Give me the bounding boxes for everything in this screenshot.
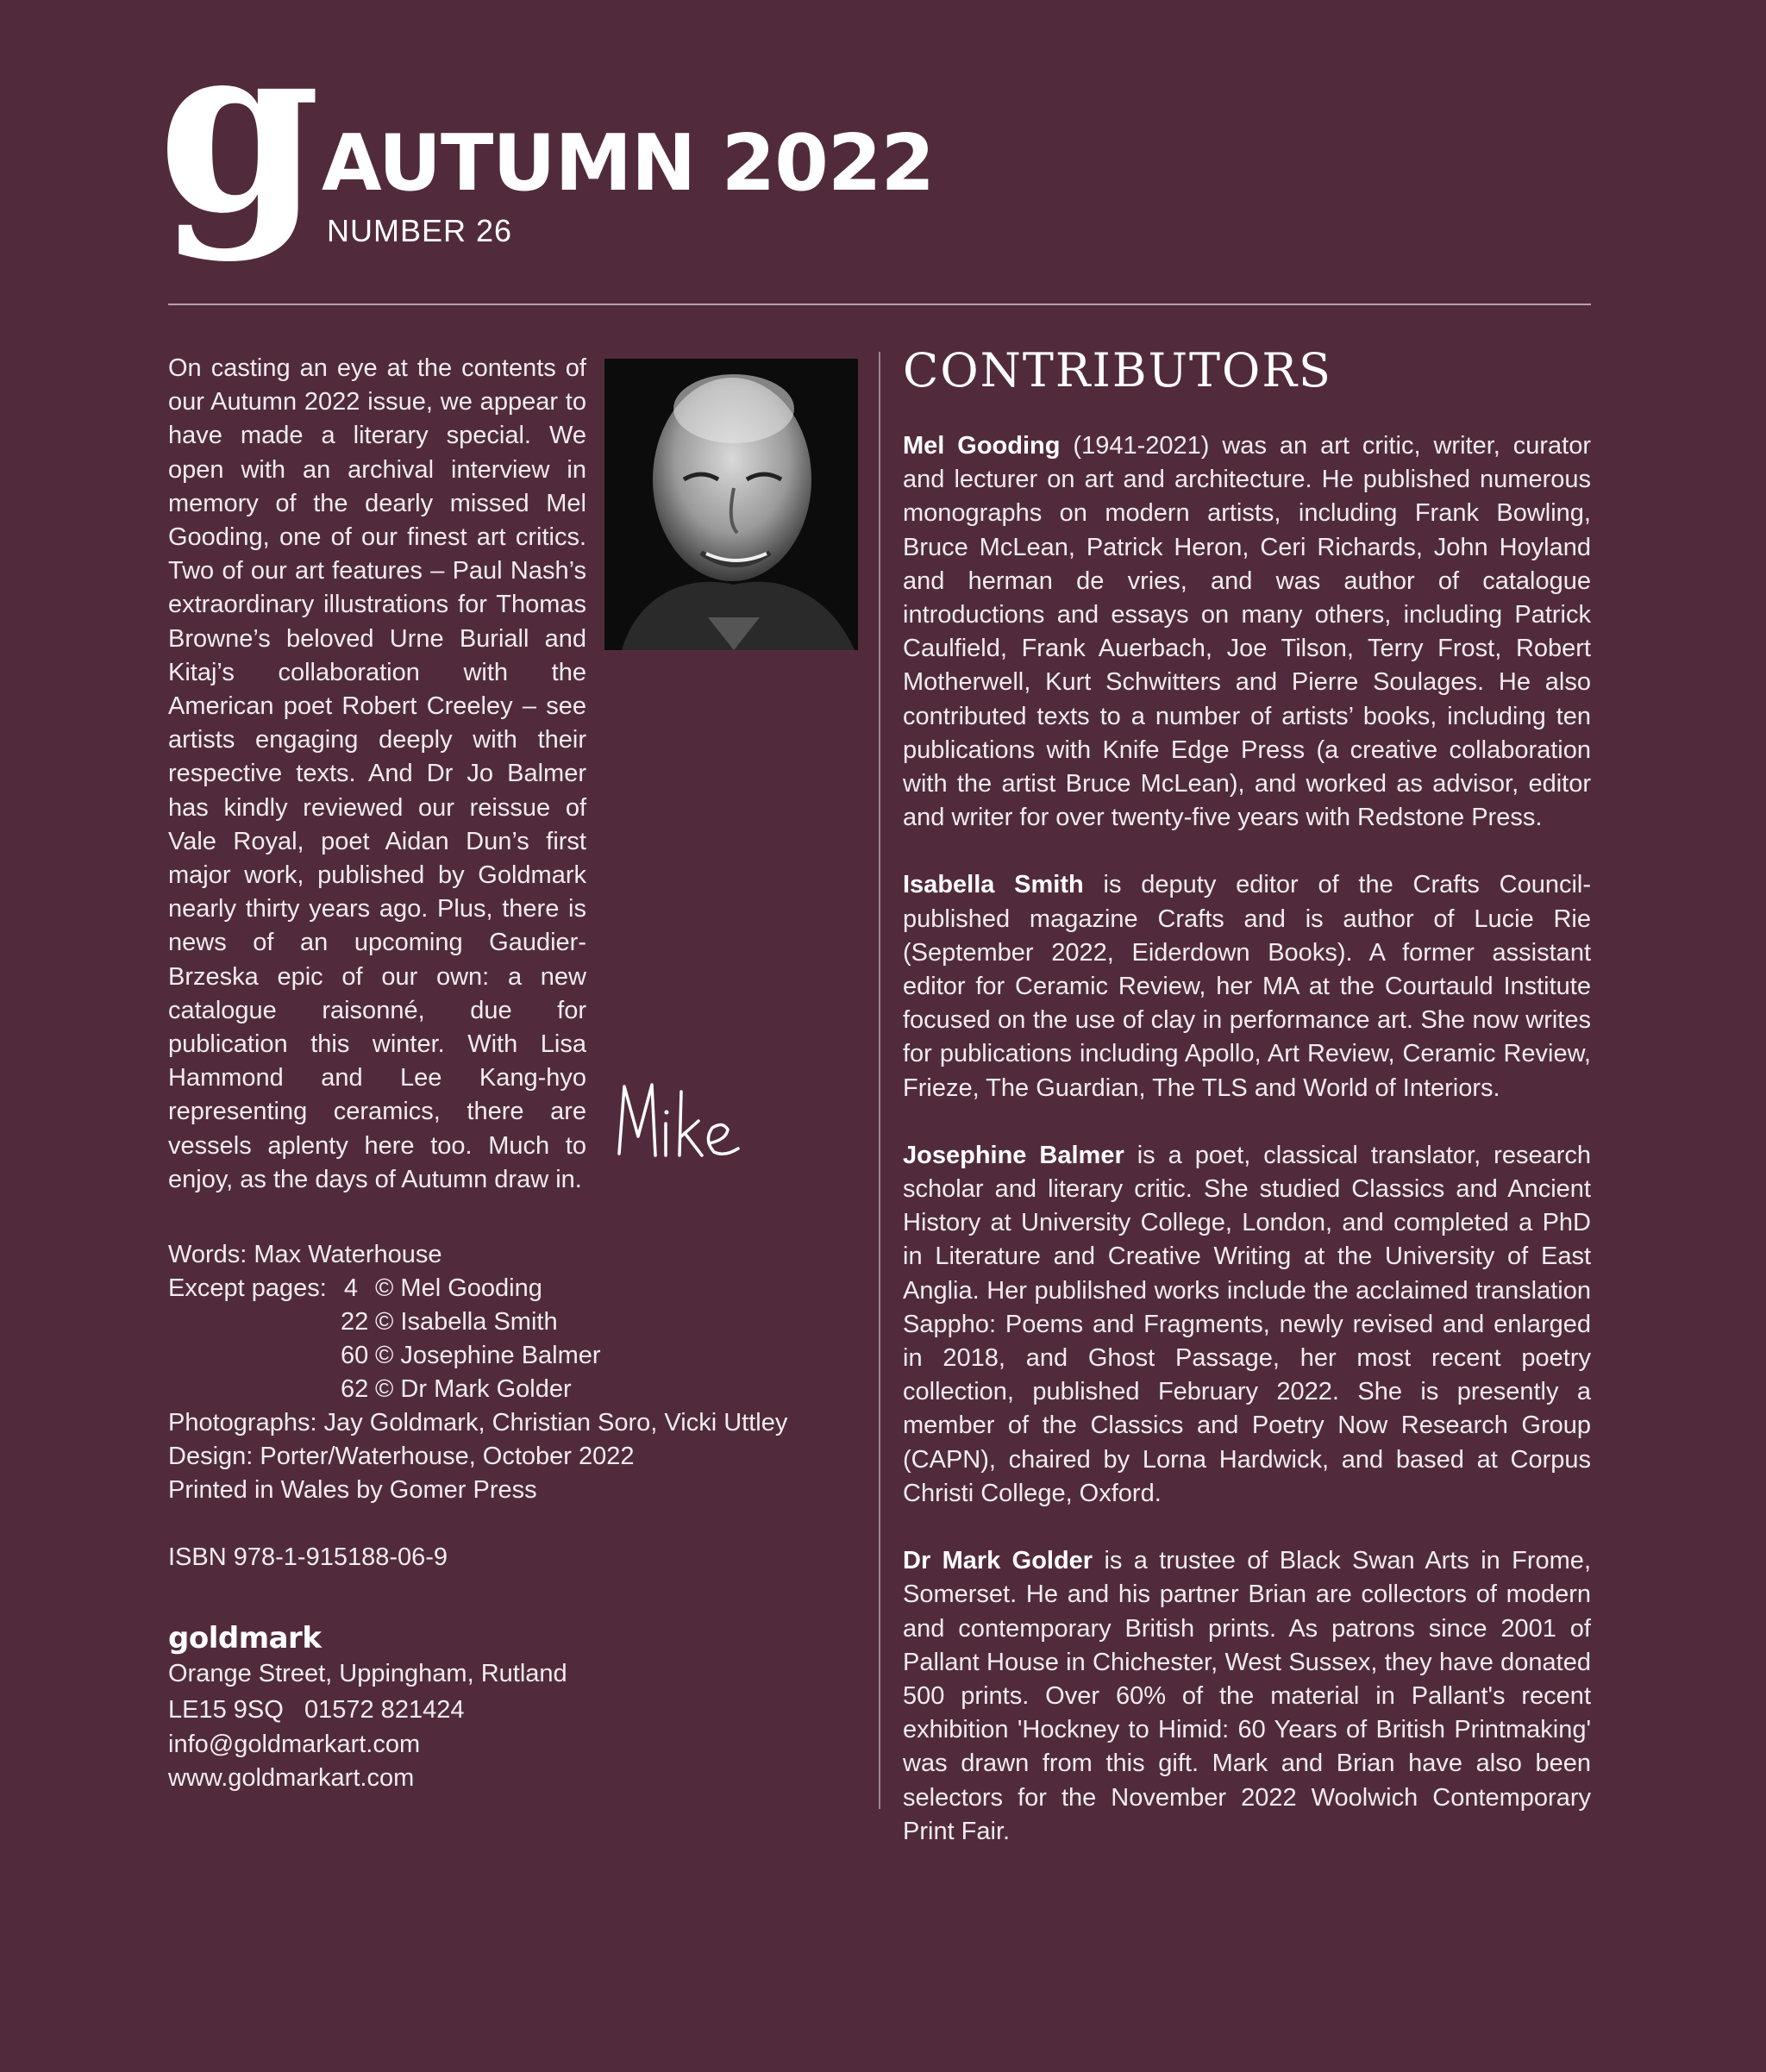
contributor-name: Isabella Smith [903,871,1084,899]
contributor-bio: is a trustee of Black Swan Arts in Frome, Somerset. He and his partner Brian are collectors of modern and contemporary British prints. As patrons since 2001 of Pallant House in Chichester, West Sussex, they have donated 500 prints. Over 60% of the material in Pallant's recent exhibition 'Hockney to Himid: 60 Years of British Printmaking' was drawn from this gift. Mark and Brian have also been selectors for the November 2022 Woolwich Contemporary Print Fair. [903,1547,1591,1845]
contributors-heading: CONTRIBUTORS [903,343,1332,397]
credit-words: Words: Max Waterhouse [168,1241,442,1268]
publisher-address: Orange Street, Uppingham, Rutland [168,1660,567,1687]
contributor-bio: (1941-2021) was an art critic, writer, curator and lecturer on art and architecture. He published numerous monographs on modern artists, including Frank Bowling, Bruce McLean, Patrick Heron, Ceri Richards, John Hoyland and herman de vries, and was author of catalogue introductions and essays on many others, including Patrick Caulfield, Frank Auerbach, Joe Tilson, Terry Frost, Robert Motherwell, Kurt Schwitters and Pierre Soulages. He also contributed texts to a number of artists’ books, including ten publications with Knife Edge Press (a creative collaboration with the artist Bruce McLean), and worked as advisor, editor and writer for over twenty-five years with Redstone Press. [903,432,1592,832]
publisher-email[interactable]: info@goldmarkart.com [168,1731,421,1758]
credit-exception-row: 22 © Isabella Smith [341,1308,558,1336]
masthead [158,0,1591,265]
header-divider [168,304,1591,305]
publisher-website[interactable]: www.goldmarkart.com [168,1764,415,1792]
portrait-image [604,359,858,650]
column-divider [879,352,880,1809]
except-pages-label: Except pages: [168,1274,327,1302]
contributor-name: Josephine Balmer [903,1141,1124,1169]
credits-block [168,1238,858,1795]
publisher-postcode-phone: LE15 9SQ 01572 821424 [168,1696,465,1724]
contributor-name: Dr Mark Golder [903,1547,1093,1575]
contributor-name: Mel Gooding [903,432,1061,460]
credit-printer: Printed in Wales by Gomer Press [168,1476,537,1504]
contributor-entry [903,429,1591,835]
goldmark-g-logo: g [158,0,314,265]
credit-exception-row: 62 © Dr Mark Golder [341,1375,572,1403]
contributor-entry [903,1139,1591,1511]
editor-portrait-photo [604,359,858,650]
publisher-name: goldmark [168,1621,322,1656]
credit-photographs: Photographs: Jay Goldmark, Christian Soro, Vicki Uttley [168,1409,788,1437]
contributor-bio: is a poet, classical translator, research scholar and literary critic. She studied Classics and Ancient History at University College, London, and completed a PhD in Literature and Creative Writing at the University of East Anglia. Her publilshed works include the acclaimed translation Sappho: Poems and Fragments, newly revised and enlarged in 2018, and Ghost Passage, her most recent poetry collection, published February 2022. She is presently a member of the Classics and Poetry Now Research Group (CAPN), chaired by Lorna Hardwick, and based at Corpus Christi College, Oxford. [903,1141,1591,1507]
editorial-intro: On casting an eye at the contents of our Autumn 2022 issue, we appear to have made a literary special. We open with an archival interview in memory of the dearly missed Mel Gooding, one of our finest art critics. Two of our art features – Paul Nash’s extraordinary illustrations for Thomas Browne’s beloved Urne Buriall and Kitaj’s collaboration with the American poet Robert Creeley – see artists engaging deeply with their respective texts. And Dr Jo Balmer has kindly reviewed our reissue of Vale Royal, poet Aidan Dun’s first major work, published by Goldmark nearly thirty years ago. Plus, there is news of an upcoming Gaudier-Brzeska epic of our own: a new catalogue raisonné, due for publication this winter. With Lisa Hammond and Lee Kang-hyo representing ceramics, there are vessels aplenty here too. Much to enjoy, as the days of Autumn draw in. [168,354,586,1193]
issue-number: NUMBER 26 [327,213,513,248]
credit-exception-row: Except pages: 4 © Mel Gooding [168,1272,858,1305]
credit-exception-row: 60 © Josephine Balmer [341,1342,601,1369]
contributors-list [903,429,1591,1882]
issue-title: AUTUMN 2022 [322,118,935,209]
isbn: ISBN 978-1-915188-06-9 [168,1543,448,1571]
contributor-bio: is deputy editor of the Crafts Council-published magazine Crafts and is author of Lucie Rie (September 2022, Eiderdown Books). A former assistant editor for Ceramic Review, her MA at the Courtauld Institute focused on the use of clay in performance art. She now writes for publications including Apollo, Art Review, Ceramic Review, Frieze, The Guardian, The TLS and World of Interiors. [903,871,1592,1102]
contributor-entry [903,868,1591,1105]
credit-design: Design: Porter/Waterhouse, October 2022 [168,1443,635,1470]
contributor-entry [903,1544,1591,1849]
editor-signature [612,1076,742,1171]
